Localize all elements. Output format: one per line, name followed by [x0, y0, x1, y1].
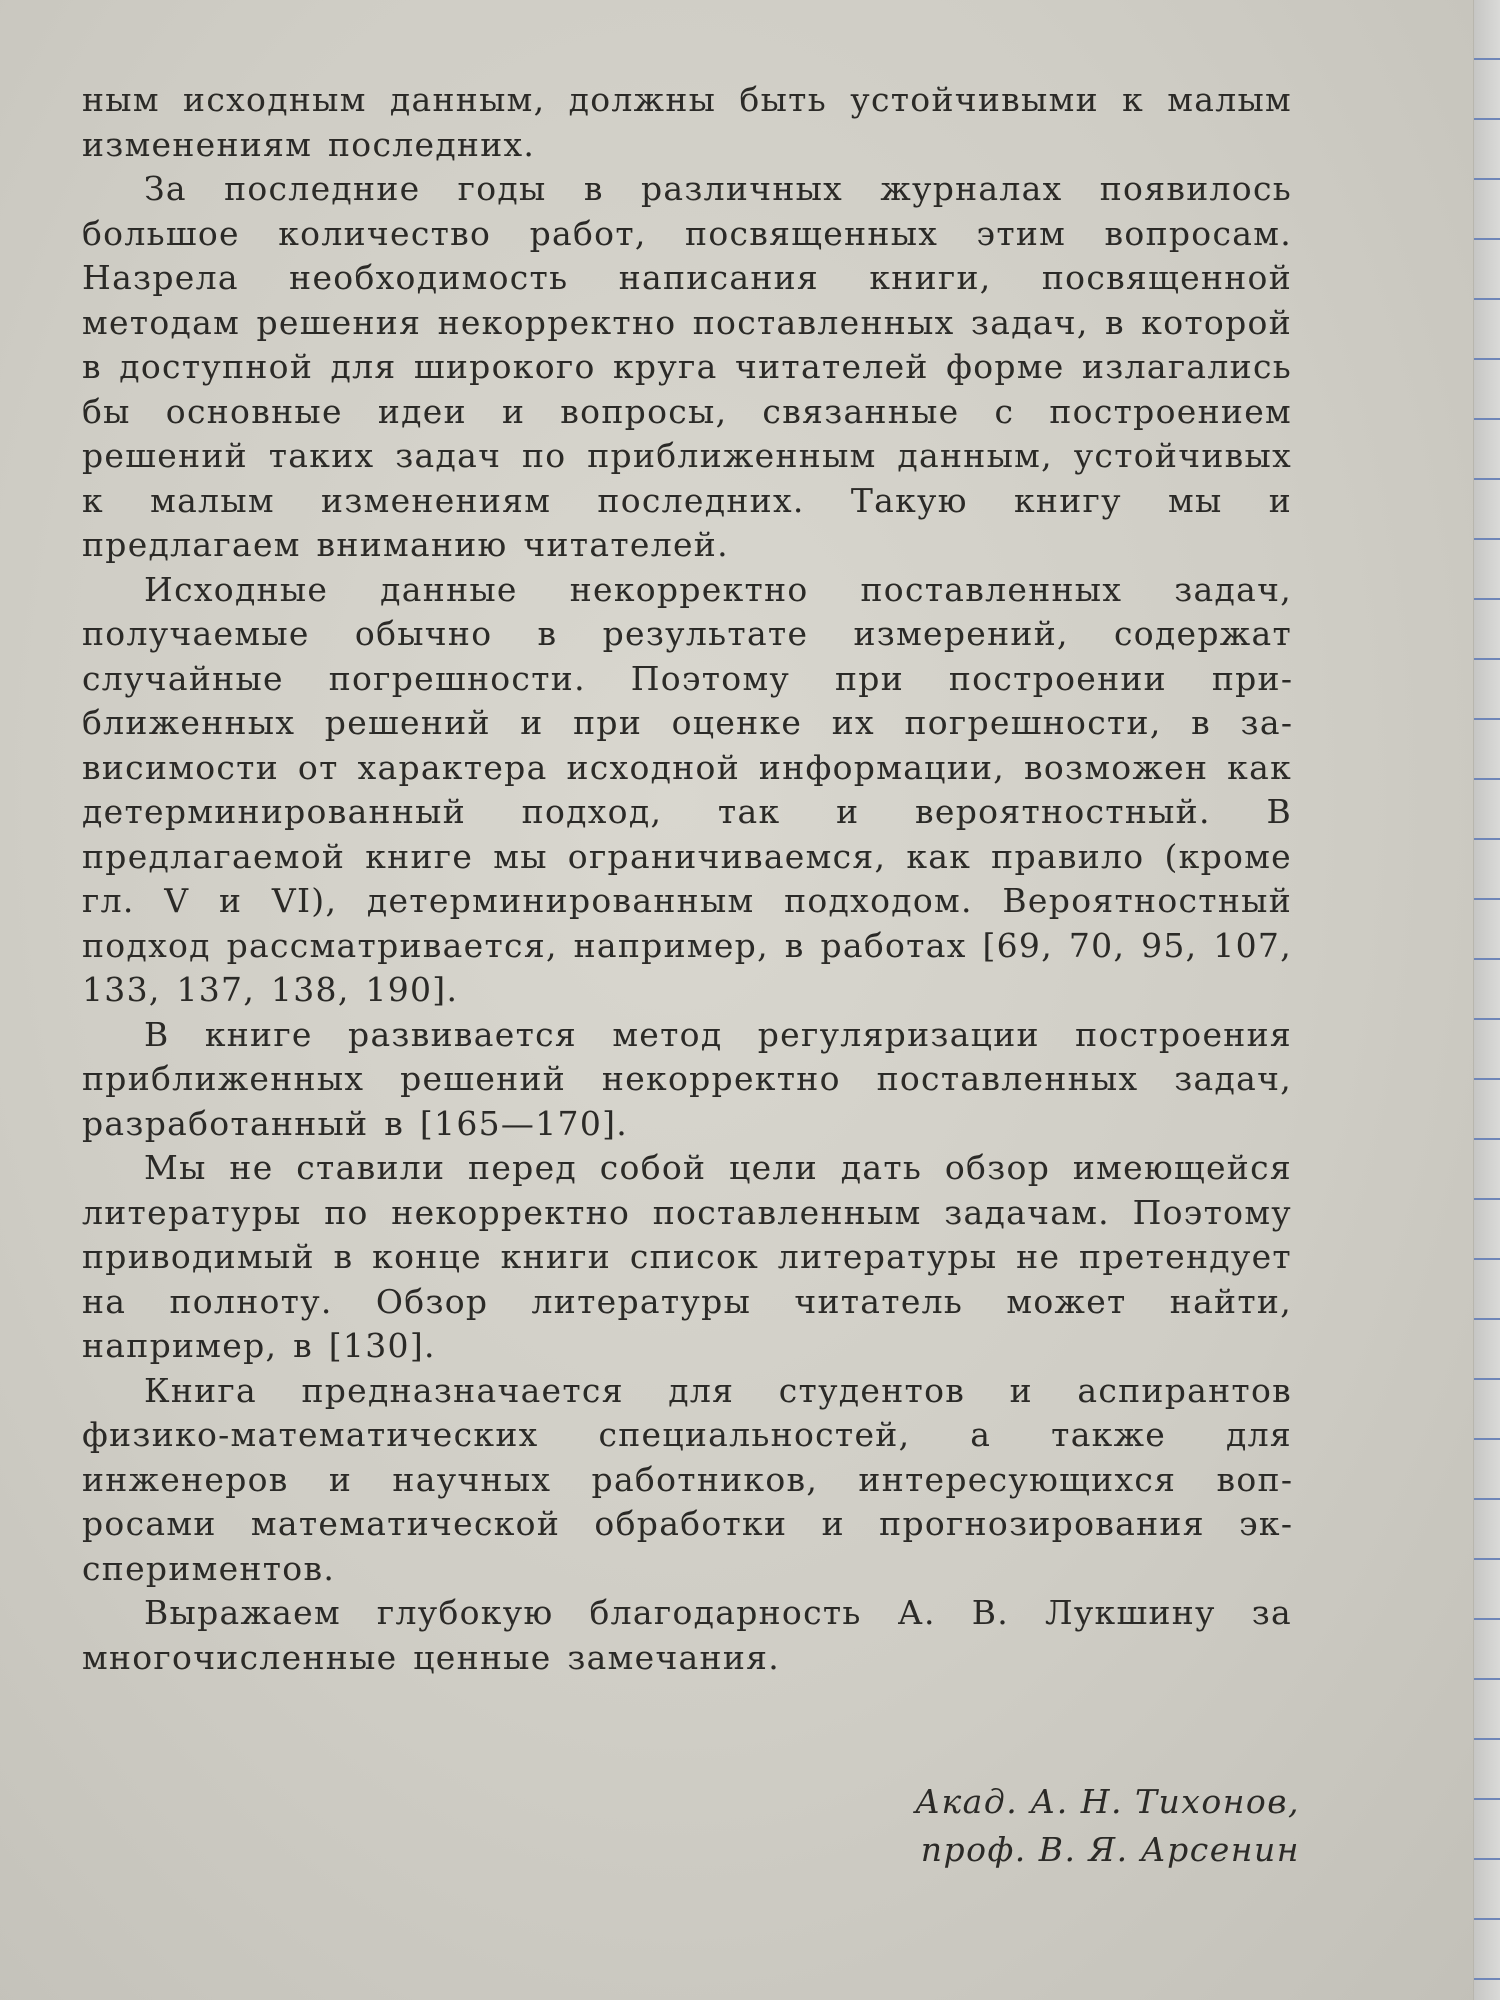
author-line-2: проф. В. Я. Арсенин — [920, 1830, 1300, 1869]
paragraph: Исходные данные некорректно поставленных задач, получаемые обычно в результате измерений, содержат случайные погрешности. Поэтому при построении приближенных решений и при оценке их погрешности, в зависимости от характера исходной информации, возможен как детерминированный подход, так и вероятностный. В предлагаемой книге мы ограничиваемся, как правило (кроме гл. V и VI), детерминированным подходом. Вероятностный подход рассматривается, например, в работах [69, 70, 95, 107, 133, 137, 138, 190]. — [82, 569, 1292, 1009]
preface-text — [82, 78, 1292, 1680]
paragraph: За последние годы в различных журналах появилось большое количество работ, посвященных этим вопросам. Назрела необходимость написания книги, посвященной методам решения некорректно поставленных задач, в которой в доступной для широкого круга читателей форме излагались бы основные идеи и вопросы, связанные с построением решений таких задач по приближенным данным, устойчивых к малым изменениям последних. Такую книгу мы и предлагаем вниманию читателей. — [82, 169, 1292, 564]
paragraph: Книга предназначается для студентов и аспирантов физико-математических специальностей, а также для инженеров и научных работников, интересующихся вопросами математической обработки и прогнозирования экспериментов. — [82, 1370, 1292, 1588]
paragraph: Мы не ставили перед собой цели дать обзор имеющейся литературы по некорректно поставленным задачам. Поэтому приводимый в конце книги список литературы не претендует на полноту. Обзор литературы читатель может найти, например, в [130]. — [82, 1148, 1292, 1365]
paragraph: В книге развивается метод регуляризации построения приближенных решений некорректно поставленных задач, разработанный в [165—170]. — [82, 1014, 1292, 1143]
authors-signature — [915, 1778, 1300, 1874]
author-line-1: Акад. А. Н. Тихонов, — [914, 1782, 1300, 1821]
paragraph-continuation: ным исходным данным, должны быть устойчивыми к малым изменениям последних. — [82, 80, 1292, 164]
paragraph: Выражаем глубокую благодарность А. В. Лукшину за многочисленные ценные замечания. — [82, 1593, 1292, 1677]
notebook-edge — [1473, 0, 1500, 2000]
